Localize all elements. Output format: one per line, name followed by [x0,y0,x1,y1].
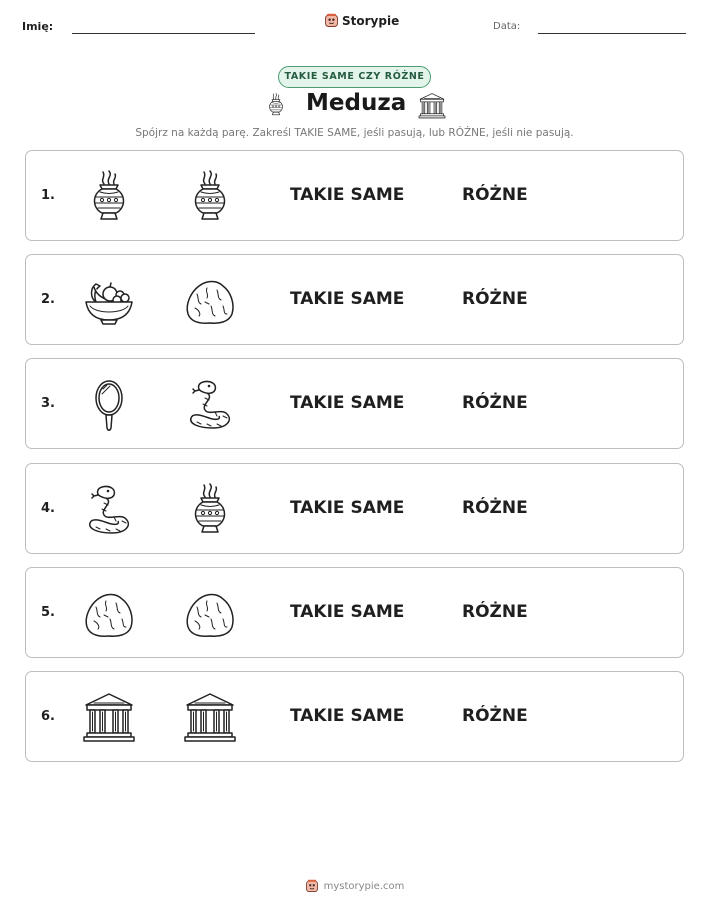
title-row [0,90,709,122]
snake-icon [183,378,237,432]
rock-icon [183,587,237,641]
exercise-row [25,671,684,762]
snake-icon [82,483,136,537]
brand-logo [324,13,399,28]
worksheet-header [0,0,709,50]
pot-icon [82,170,136,224]
worksheet-type-badge: TAKIE SAME CZY RÓŻNE [278,66,431,88]
temple-icon [418,92,446,120]
instructions-text: Spójrz na każdą parę. Zakreśl TAKIE SAME, jeśli pasują, lub RÓŻNE, jeśli nie pasują. [135,127,574,139]
page-title: Meduza [306,90,407,116]
pot-icon [183,170,237,224]
mirror-icon [82,378,136,432]
option-different[interactable]: RÓŻNE [462,706,528,726]
rock-icon [82,587,136,641]
date-label: Data: [493,21,521,32]
row-number: 2. [41,292,55,307]
exercise-row [25,150,684,241]
pot-icon [264,90,288,120]
option-same[interactable]: TAKIE SAME [290,289,405,309]
option-different[interactable]: RÓŻNE [462,498,528,518]
name-field[interactable] [72,33,255,34]
brand-name: Storypie [342,13,400,28]
row-number: 5. [41,605,55,620]
exercise-row [25,358,684,449]
option-same[interactable]: TAKIE SAME [290,602,405,622]
exercise-row [25,567,684,658]
fruit-bowl-icon [82,274,136,328]
storypie-logo-icon [324,13,339,28]
rock-icon [183,274,237,328]
name-label: Imię: [22,20,54,33]
option-different[interactable]: RÓŻNE [462,393,528,413]
temple-icon [82,691,136,745]
option-same[interactable]: TAKIE SAME [290,185,405,205]
storypie-logo-icon [305,879,319,893]
option-same[interactable]: TAKIE SAME [290,498,405,518]
option-same[interactable]: TAKIE SAME [290,393,405,413]
exercise-row [25,463,684,554]
temple-icon [183,691,237,745]
row-number: 3. [41,396,55,411]
row-number: 6. [41,709,55,724]
date-field[interactable] [538,33,686,34]
exercise-row [25,254,684,345]
option-different[interactable]: RÓŻNE [462,289,528,309]
option-different[interactable]: RÓŻNE [462,185,528,205]
footer-site: mystorypie.com [323,880,405,892]
option-different[interactable]: RÓŻNE [462,602,528,622]
pot-icon [183,483,237,537]
row-number: 4. [41,501,55,516]
option-same[interactable]: TAKIE SAME [290,706,405,726]
footer [0,879,709,893]
row-number: 1. [41,188,55,203]
